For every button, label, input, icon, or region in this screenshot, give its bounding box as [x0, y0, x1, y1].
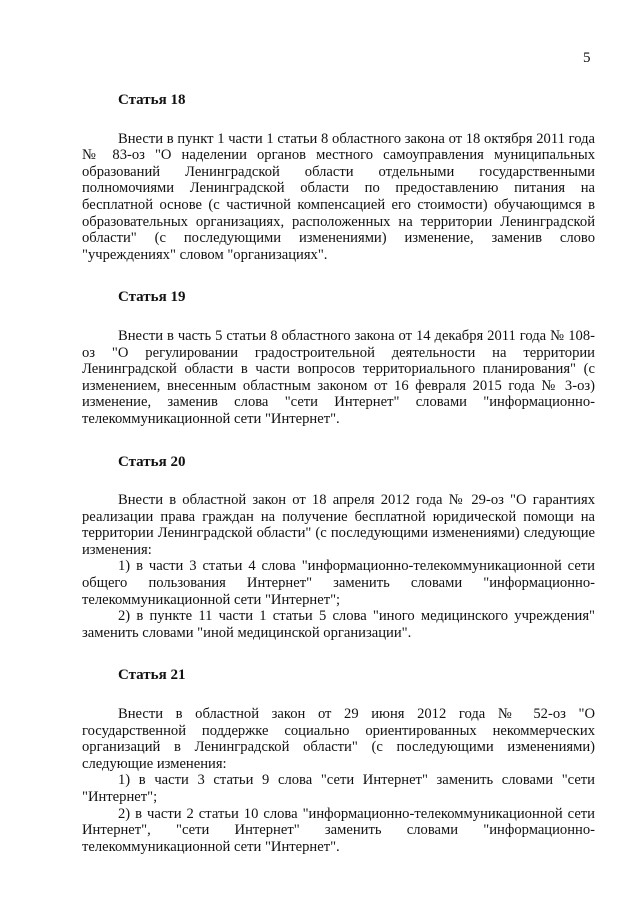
document-content — [82, 92, 595, 855]
article-paragraph: Внести в областной закон от 29 июня 2012 года № 52-оз "О государственной поддержке социально ориентированных некоммерческих организаций в Ленинградской области" (с последующими изменениями) следующие изменения: — [82, 706, 595, 772]
article-title: Статья 20 — [118, 453, 186, 470]
article-21 — [82, 667, 595, 855]
article-19 — [82, 289, 595, 427]
article-body — [82, 492, 595, 641]
article-body — [82, 131, 595, 264]
article-list-item: 1) в части 3 статьи 4 слова "информационно-телекоммуникационной сети общего пользования Интернет" заменить словами "информационно-телекоммуникационной сети "Интернет"; — [82, 558, 595, 608]
article-20 — [82, 454, 595, 642]
article-title: Статья 19 — [118, 289, 186, 306]
article-18 — [82, 92, 595, 263]
article-paragraph: Внести в пункт 1 части 1 статьи 8 областного закона от 18 октября 2011 года № 83-оз "О наделении органов местного самоуправления муниципальных образований Ленинградской области отдельными государственными полномочиями Ленинградской области по предоставлению питания на бесплатной основе (с частичной компенсацией его стоимости) обучающимся в образовательных организациях, расположенных на территории Ленинградской области" (с последующими изменениями) изменение, заменив слово "учреждениях" словом "организациях". — [82, 130, 595, 263]
article-list-item: 1) в части 3 статьи 9 слова "сети Интернет" заменить словами "сети "Интернет"; — [82, 772, 595, 805]
article-paragraph: Внести в областной закон от 18 апреля 2012 года № 29-оз "О гарантиях реализации права граждан на получение бесплатной юридической помощи на территории Ленинградской области" (с последующими изменениями) следующие изменения: — [82, 492, 595, 558]
article-title: Статья 21 — [118, 667, 186, 684]
article-body — [82, 706, 595, 855]
article-list-item: 2) в части 2 статьи 10 слова "информационно-телекоммуникационной сети Интернет", "сети Интернет" заменить словами "информационно-телекоммуникационной сети "Интернет". — [82, 805, 595, 855]
article-paragraph: Внести в часть 5 статьи 8 областного закона от 14 декабря 2011 года № 108-оз "О регулировании градостроительной деятельности на территории Ленинградской области в части вопросов территориального планирования" (с изменением, внесенным областным законом от 16 февраля 2015 года № 3-оз) изменение, заменив слова "сети Интернет" словами "информационно-телекоммуникационной сети "Интернет". — [82, 327, 595, 427]
article-list-item: 2) в пункте 11 части 1 статьи 5 слова "иного медицинского учреждения" заменить словами "иной медицинской организации". — [82, 608, 595, 641]
article-body — [82, 328, 595, 428]
article-title: Статья 18 — [118, 92, 186, 108]
page-number: 5 — [583, 50, 591, 66]
